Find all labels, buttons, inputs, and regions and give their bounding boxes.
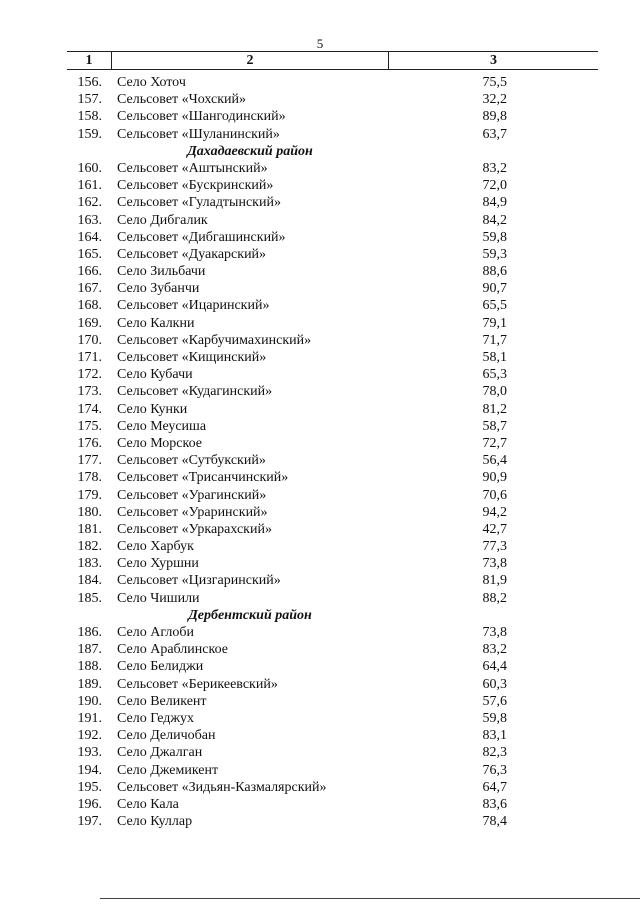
row-name: Село Хуршни <box>117 556 199 572</box>
row-value: 88,2 <box>482 590 507 606</box>
row-number: 189. <box>77 676 102 692</box>
row-name: Село Кунки <box>117 401 188 417</box>
row-number: 186. <box>77 625 102 640</box>
row-value: 81,9 <box>482 573 507 589</box>
row-value: 90,7 <box>482 281 507 297</box>
row-number: 180. <box>77 504 102 520</box>
row-name: Сельсовет «Кудагинский» <box>117 384 273 400</box>
row-number: 175. <box>77 418 102 434</box>
table-row <box>0 108 640 125</box>
row-name: Сельсовет «Урагинский» <box>117 487 267 503</box>
row-number: 158. <box>77 109 102 125</box>
row-value: 72,0 <box>482 178 507 194</box>
row-number: 160. <box>77 160 102 176</box>
row-name: Село Кубачи <box>117 367 193 383</box>
table-row <box>0 263 640 280</box>
row-number: 181. <box>77 521 102 537</box>
row-value: 42,7 <box>482 521 507 537</box>
row-number: 176. <box>77 435 102 451</box>
table-row <box>0 383 640 400</box>
table-row <box>0 435 640 452</box>
row-value: 73,8 <box>482 556 507 572</box>
table-row <box>0 332 640 349</box>
row-number: 182. <box>77 539 102 555</box>
row-number: 177. <box>77 453 102 469</box>
section-title: Дербентский район <box>188 607 312 623</box>
row-name: Село Зубанчи <box>117 281 200 297</box>
row-name: Сельсовет «Зидьян-Казмалярский» <box>117 779 327 795</box>
table-row <box>0 315 640 332</box>
row-number: 164. <box>77 229 102 245</box>
row-name: Село Морское <box>117 435 202 451</box>
table-row <box>0 246 640 263</box>
row-number: 179. <box>77 487 102 503</box>
row-name: Сельсовет «Трисанчинский» <box>117 470 289 486</box>
row-name: Село Джалган <box>117 745 203 761</box>
row-number: 167. <box>77 281 102 297</box>
row-name: Село Аглоби <box>117 625 194 640</box>
row-number: 196. <box>77 796 102 812</box>
row-name: Село Великент <box>117 693 207 709</box>
row-name: Село Араблинское <box>117 642 228 658</box>
row-name: Сельсовет «Дибгашинский» <box>117 229 286 245</box>
table-row <box>0 280 640 297</box>
row-value: 59,3 <box>482 246 507 262</box>
row-name: Село Харбук <box>117 539 194 555</box>
row-number: 188. <box>77 659 102 675</box>
row-number: 159. <box>77 126 102 142</box>
row-value: 63,7 <box>482 126 507 142</box>
row-number: 157. <box>77 92 102 108</box>
table-row <box>0 297 640 314</box>
table-row <box>0 693 640 710</box>
table-body <box>0 74 640 830</box>
row-number: 195. <box>77 779 102 795</box>
row-name: Сельсовет «Ицаринский» <box>117 298 270 314</box>
row-value: 65,5 <box>482 298 507 314</box>
row-value: 94,2 <box>482 504 507 520</box>
table-row <box>0 366 640 383</box>
row-value: 71,7 <box>482 332 507 348</box>
row-number: 183. <box>77 556 102 572</box>
row-name: Село Калкни <box>117 315 195 331</box>
row-number: 193. <box>77 745 102 761</box>
table-row <box>0 401 640 418</box>
row-number: 187. <box>77 642 102 658</box>
row-value: 64,7 <box>482 779 507 795</box>
row-name: Сельсовет «Ураринский» <box>117 504 268 520</box>
bottom-divider <box>100 898 640 899</box>
row-value: 79,1 <box>482 315 507 331</box>
row-name: Сельсовет «Берикеевский» <box>117 676 278 692</box>
table-row <box>0 452 640 469</box>
row-value: 83,2 <box>482 642 507 658</box>
section-heading <box>0 143 640 160</box>
row-value: 83,2 <box>482 160 507 176</box>
row-name: Сельсовет «Аштынский» <box>117 160 268 176</box>
table-row <box>0 796 640 813</box>
row-name: Село Хоточ <box>117 75 186 90</box>
table-row <box>0 590 640 607</box>
table-row <box>0 212 640 229</box>
row-number: 156. <box>77 75 102 90</box>
row-name: Село Куллар <box>117 814 193 830</box>
row-number: 178. <box>77 470 102 486</box>
row-name: Сельсовет «Уркарахский» <box>117 521 272 537</box>
row-name: Сельсовет «Цизгаринский» <box>117 573 281 589</box>
section-title: Дахадаевский район <box>187 143 313 159</box>
row-name: Село Дибгалик <box>117 212 208 228</box>
row-value: 57,6 <box>482 693 507 709</box>
row-value: 83,1 <box>482 728 507 744</box>
row-name: Сельсовет «Чохский» <box>117 92 247 108</box>
row-name: Село Джемикент <box>117 762 219 778</box>
column-header-name: 2 <box>111 52 389 69</box>
row-name: Сельсовет «Кищинский» <box>117 350 267 365</box>
row-number: 190. <box>77 693 102 709</box>
table-header <box>67 51 598 70</box>
table-row <box>0 91 640 108</box>
table-row <box>0 710 640 727</box>
row-number: 161. <box>77 178 102 194</box>
row-value: 84,9 <box>482 195 507 211</box>
row-name: Сельсовет «Шангодинский» <box>117 109 286 125</box>
row-number: 194. <box>77 762 102 778</box>
row-value: 64,4 <box>482 659 507 675</box>
table-row <box>0 779 640 796</box>
row-number: 165. <box>77 246 102 262</box>
table-row <box>0 469 640 486</box>
row-name: Село Меусиша <box>117 418 207 434</box>
row-value: 84,2 <box>482 212 507 228</box>
row-name: Сельсовет «Карбучимахинский» <box>117 332 312 348</box>
row-value: 88,6 <box>482 264 507 280</box>
table-row <box>0 676 640 693</box>
row-number: 172. <box>77 367 102 383</box>
row-name: Сельсовет «Сутбукский» <box>117 453 266 469</box>
row-value: 75,5 <box>482 75 507 90</box>
table-row <box>0 813 640 830</box>
table-row <box>0 521 640 538</box>
row-value: 82,3 <box>482 745 507 761</box>
row-number: 163. <box>77 212 102 228</box>
row-name: Село Зильбачи <box>117 264 206 280</box>
row-number: 174. <box>77 401 102 417</box>
table-row <box>0 658 640 675</box>
row-value: 90,9 <box>482 470 507 486</box>
row-number: 168. <box>77 298 102 314</box>
row-name: Сельсовет «Гуладтынский» <box>117 195 281 211</box>
row-number: 162. <box>77 195 102 211</box>
row-value: 78,0 <box>482 384 507 400</box>
row-value: 65,3 <box>482 367 507 383</box>
table-row <box>0 418 640 435</box>
row-value: 59,8 <box>482 229 507 245</box>
row-value: 56,4 <box>482 453 507 469</box>
row-value: 78,4 <box>482 814 507 830</box>
row-number: 170. <box>77 332 102 348</box>
row-number: 169. <box>77 315 102 331</box>
table-row <box>0 74 640 91</box>
table-row <box>0 727 640 744</box>
row-name: Сельсовет «Дуакарский» <box>117 246 267 262</box>
row-value: 81,2 <box>482 401 507 417</box>
row-value: 73,8 <box>482 625 507 640</box>
row-name: Село Чишили <box>117 590 200 606</box>
row-value: 58,1 <box>482 350 507 365</box>
row-number: 191. <box>77 710 102 726</box>
table-row <box>0 349 640 366</box>
row-value: 32,2 <box>482 92 507 108</box>
row-name: Село Кала <box>117 796 179 812</box>
row-number: 166. <box>77 264 102 280</box>
row-number: 192. <box>77 728 102 744</box>
row-name: Сельсовет «Бускринский» <box>117 178 274 194</box>
page-number: 5 <box>316 36 324 51</box>
table-row <box>0 194 640 211</box>
row-name: Село Деличобан <box>117 728 216 744</box>
row-value: 59,8 <box>482 710 507 726</box>
table-row <box>0 538 640 555</box>
row-value: 76,3 <box>482 762 507 778</box>
row-number: 184. <box>77 573 102 589</box>
table-row <box>0 160 640 177</box>
row-number: 173. <box>77 384 102 400</box>
table-row <box>0 624 640 641</box>
row-value: 58,7 <box>482 418 507 434</box>
table-row <box>0 504 640 521</box>
table-row <box>0 177 640 194</box>
row-number: 185. <box>77 590 102 606</box>
row-value: 72,7 <box>482 435 507 451</box>
table-row <box>0 572 640 589</box>
row-value: 77,3 <box>482 539 507 555</box>
table-row <box>0 555 640 572</box>
table-row <box>0 487 640 504</box>
row-number: 171. <box>77 350 102 365</box>
row-name: Село Геджух <box>117 710 195 726</box>
row-name: Село Белиджи <box>117 659 204 675</box>
table-row <box>0 641 640 658</box>
column-header-number: 1 <box>85 53 93 68</box>
column-header-value: 3 <box>490 53 497 68</box>
table-row <box>0 762 640 779</box>
row-value: 83,6 <box>482 796 507 812</box>
table-row <box>0 744 640 761</box>
row-value: 60,3 <box>482 676 507 692</box>
row-value: 89,8 <box>482 109 507 125</box>
row-value: 70,6 <box>482 487 507 503</box>
row-name: Сельсовет «Шуланинский» <box>117 126 280 142</box>
row-number: 197. <box>77 814 102 830</box>
table-row <box>0 126 640 143</box>
section-heading <box>0 607 640 624</box>
table-row <box>0 229 640 246</box>
